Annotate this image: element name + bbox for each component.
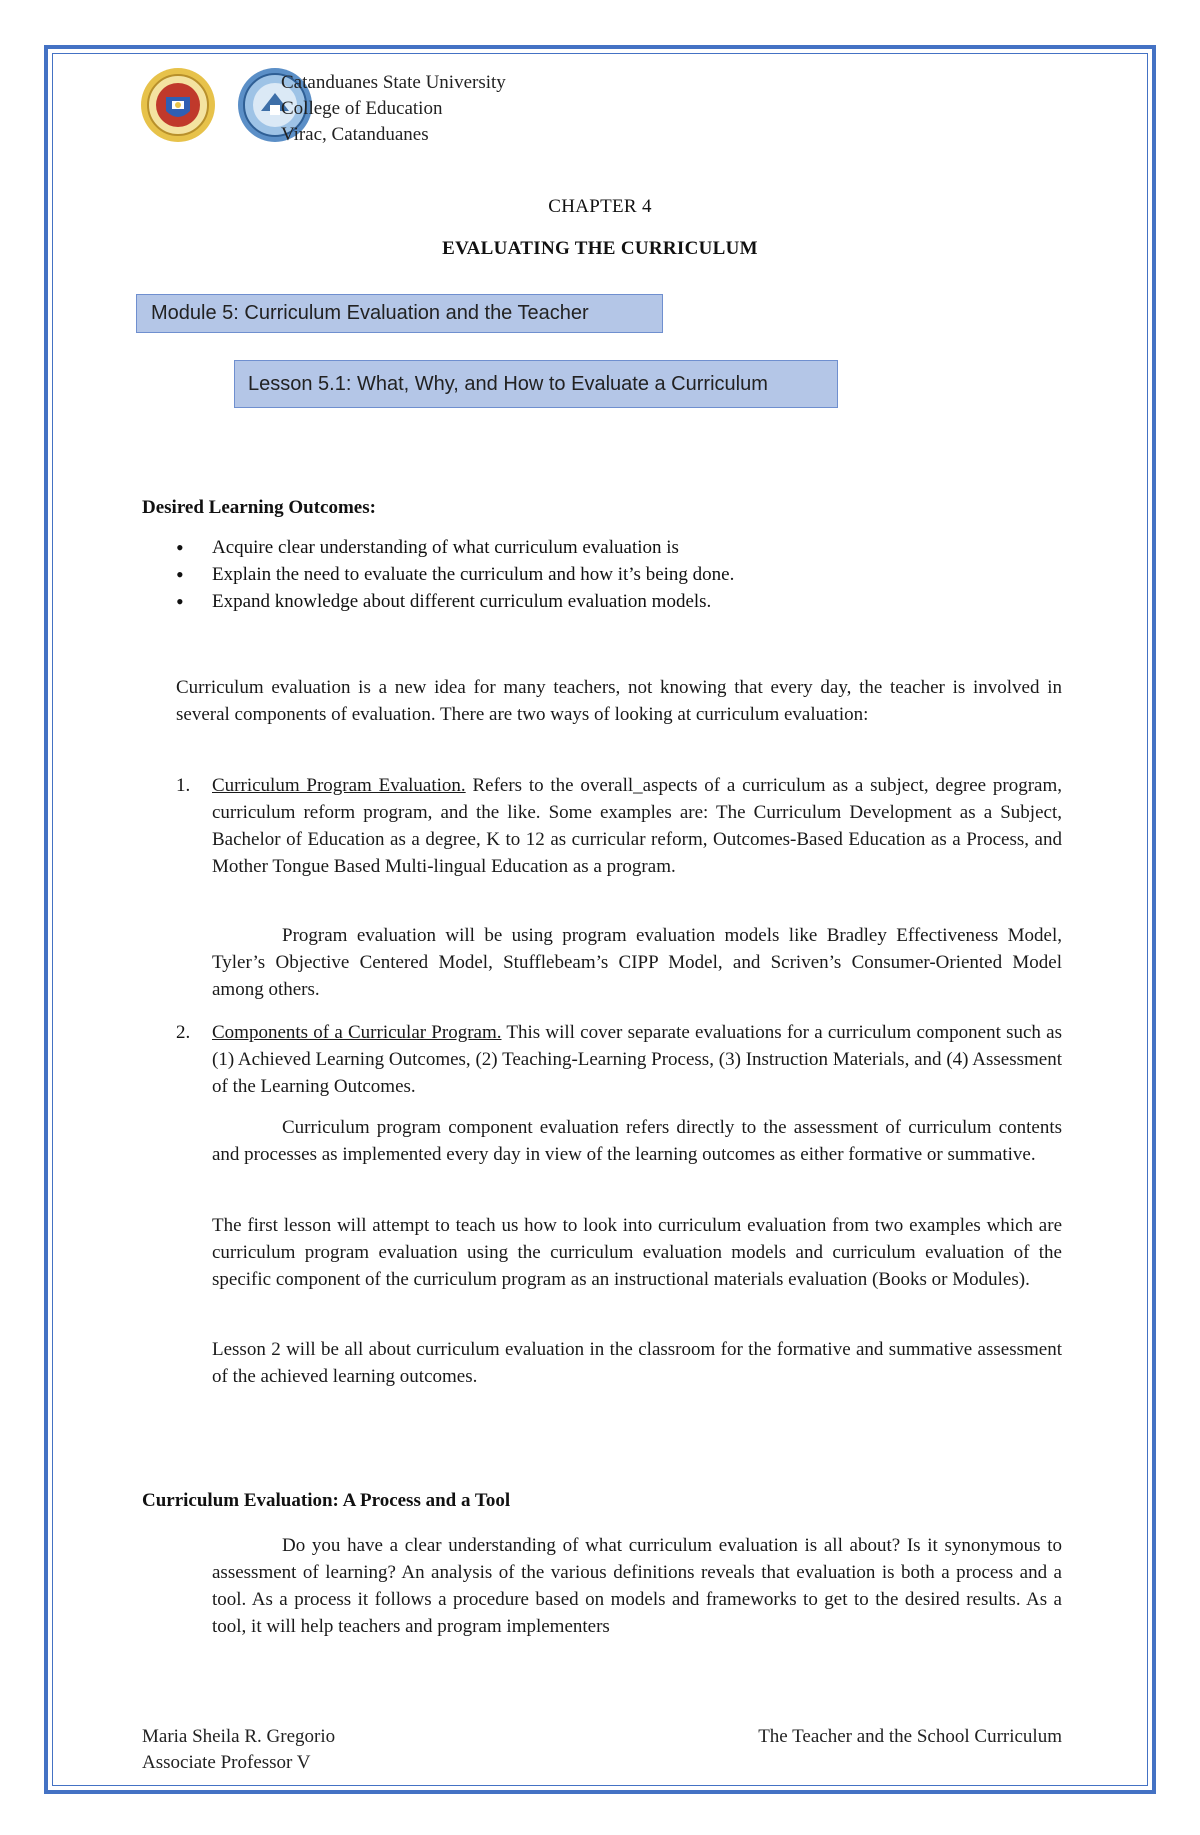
list-item-curricular-components (212, 1019, 1062, 1100)
location: Virac, Catanduanes (281, 124, 429, 145)
footer-course-title: The Teacher and the School Curriculum (758, 1726, 1062, 1747)
section-paragraph: Do you have a clear understanding of what curriculum evaluation is all about? Is it synonymous to assessment of learning? An analysis of the various definitions reveals that evaluation is both a process and a tool. As a process it follows a procedure based on models and frameworks to get to the desired results. As a tool, it will help teachers and program implementers (212, 1535, 1062, 1637)
footer-author (142, 1724, 335, 1776)
intro-paragraph: Curriculum evaluation is a new idea for many teachers, not knowing that every day, the teacher is involved in several components of evaluation. There are two ways of looking at curriculum evaluation: (176, 677, 1062, 725)
author-position: Associate Professor V (142, 1752, 311, 1773)
college-name: College of Education (281, 98, 443, 119)
list-item-text: Refers to the overall_aspects of a curriculum as a subject, degree program, curriculum reform program, and the like. Some examples are: The Curriculum Development as a Subject, Bachelor of Education as a degree, K to 12 as curricular reform, Outcomes-Based Education as a Process, and Mother Tongue Based Multi-lingual Education as a program. (212, 775, 1062, 877)
lesson2-paragraph: Lesson 2 will be all about curriculum evaluation in the classroom for the formative and summative assessment of the achieved learning outcomes. (212, 1339, 1062, 1387)
institution-header (281, 70, 506, 148)
list-number: 1. (176, 775, 191, 796)
lesson-title-box: Lesson 5.1: What, Why, and How to Evaluate a Curriculum (234, 360, 838, 408)
list-item-title: Components of a Curricular Program. (212, 1022, 502, 1043)
chapter-label: CHAPTER 4 (548, 196, 652, 217)
outcome-item: • Expand knowledge about different curriculum evaluation models. (176, 588, 734, 615)
module-title-box: Module 5: Curriculum Evaluation and the Teacher (136, 294, 663, 333)
list-item-text: This will cover separate evaluations for a curriculum component such as (1) Achieved Learning Outcomes, (2) Teaching-Learning Process, (3) Instruction Materials, and (4) Assessment of the Learning Outcomes. (212, 1022, 1062, 1097)
list-item-title: Curriculum Program Evaluation. (212, 775, 466, 796)
program-evaluation-models-paragraph: Program evaluation will be using program evaluation models like Bradley Effectiveness Model, Tyler’s Objective Centered Model, Stufflebeam’s CIPP Model, and Scriven’s Consumer-Oriented Model among others. (212, 925, 1062, 1000)
university-seal-logo (140, 67, 216, 143)
section-heading: Curriculum Evaluation: A Process and a Tool (142, 1490, 511, 1511)
outcomes-list (176, 534, 734, 615)
chapter-title: EVALUATING THE CURRICULUM (442, 238, 758, 259)
list-number: 2. (176, 1022, 191, 1043)
outcome-item: • Explain the need to evaluate the curriculum and how it’s being done. (176, 561, 734, 588)
author-name: Maria Sheila R. Gregorio (142, 1726, 336, 1747)
component-evaluation-paragraph: Curriculum program component evaluation refers directly to the assessment of curriculum contents and processes as implemented every day in view of the learning outcomes as either formative or summative. (212, 1117, 1062, 1165)
outcome-item: • Acquire clear understanding of what curriculum evaluation is (176, 534, 734, 561)
university-name: Catanduanes State University (281, 72, 506, 93)
list-item-program-evaluation (212, 772, 1062, 880)
outcomes-heading: Desired Learning Outcomes: (142, 497, 376, 518)
first-lesson-paragraph: The first lesson will attempt to teach us how to look into curriculum evaluation from two examples which are curriculum program evaluation using the curriculum evaluation models and curriculum evaluation of the specific component of the curriculum program as an instructional materials evaluation (Books or Modules). (212, 1215, 1062, 1290)
